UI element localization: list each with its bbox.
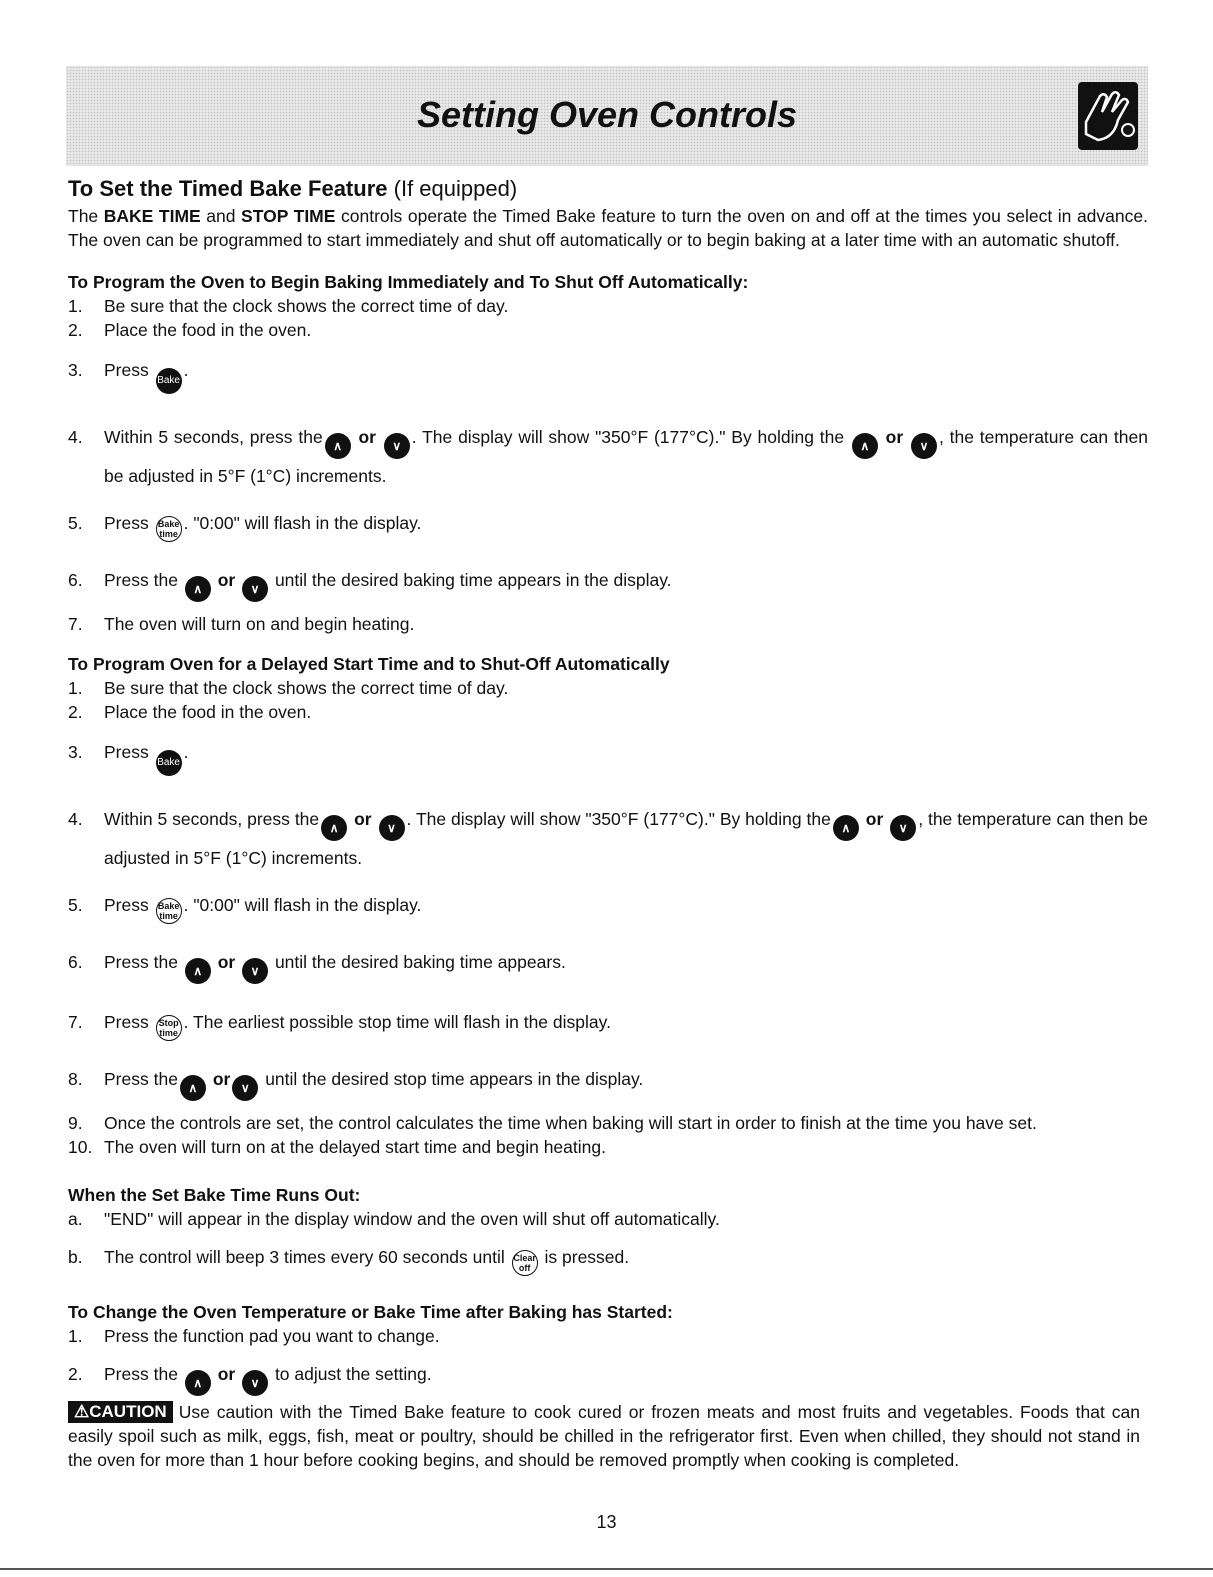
list-item [68, 612, 1148, 636]
up-arrow-icon: ∧ [185, 576, 211, 602]
or-text: or [217, 570, 236, 590]
list-item [68, 1324, 1148, 1348]
step-text: . [183, 742, 189, 762]
step-text: . The display will show "350°F (177°C)." By holding the [406, 809, 831, 829]
list-item [68, 318, 1148, 342]
or-text: or [865, 809, 884, 829]
up-arrow-icon: ∧ [852, 433, 878, 459]
divider [0, 1568, 1213, 1570]
step-number: 3. [68, 742, 83, 762]
step-number: 4. [68, 427, 83, 447]
up-arrow-icon: ∧ [185, 1370, 211, 1396]
step-text: . "0:00" will flash in the display. [183, 513, 422, 533]
up-arrow-icon: ∧ [321, 815, 347, 841]
step-text: Press the [104, 1069, 178, 1089]
step-text: Press [104, 1012, 149, 1032]
step-number: 7. [68, 1012, 83, 1032]
step-text: Press the [104, 570, 178, 590]
list-item [68, 511, 1148, 542]
intro-paragraph [68, 204, 1148, 252]
or-text: or [885, 427, 904, 447]
list-item [68, 568, 1148, 602]
step-number: 1. [68, 1326, 83, 1346]
step-text: Be sure that the clock shows the correct time of day. [104, 678, 509, 698]
step-text: is pressed. [544, 1247, 630, 1267]
list-item [68, 420, 1148, 493]
step-text: Within 5 seconds, press the [104, 427, 323, 447]
section2-heading: To Program Oven for a Delayed Start Time and to Shut-Off Automatically [68, 654, 670, 674]
up-arrow-icon: ∧ [180, 1075, 206, 1101]
clear-off-button-icon: Clear off [512, 1250, 538, 1276]
down-arrow-icon: ∨ [242, 958, 268, 984]
step-text: Press [104, 895, 149, 915]
intro-text: The [68, 206, 104, 226]
up-arrow-icon: ∧ [833, 815, 859, 841]
step-text: The oven will turn on at the delayed start time and begin heating. [104, 1137, 606, 1157]
list-item [68, 294, 1148, 318]
step-text: until the desired stop time appears in the display. [265, 1069, 644, 1089]
list-item [68, 802, 1148, 875]
step-number: 1. [68, 678, 83, 698]
step-number: a. [68, 1209, 83, 1229]
step-text: Press the [104, 1364, 178, 1384]
step-number: 3. [68, 360, 83, 380]
step-number: 2. [68, 320, 83, 340]
hand-pressing-icon [1078, 82, 1138, 150]
or-text: or [354, 809, 372, 829]
step-text: Be sure that the clock shows the correct time of day. [104, 296, 509, 316]
section4-heading: To Change the Oven Temperature or Bake Time after Baking has Started: [68, 1302, 673, 1322]
list-item [68, 1245, 1148, 1276]
step-text: Press the function pad you want to change. [104, 1326, 440, 1346]
caution-notice [68, 1400, 1140, 1472]
step-text: . [183, 360, 189, 380]
down-arrow-icon: ∨ [242, 576, 268, 602]
step-text: The control will beep 3 times every 60 seconds until [104, 1247, 505, 1267]
or-text: or [358, 427, 376, 447]
step-text: until the desired baking time appears. [274, 952, 566, 972]
list-item [68, 1207, 1148, 1231]
section1-heading: To Program the Oven to Begin Baking Immediately and To Shut Off Automatically: [68, 272, 749, 292]
list-item [68, 1111, 1148, 1135]
step-text: Place the food in the oven. [104, 702, 312, 722]
step-text: . The display will show "350°F (177°C)." By holding the [411, 427, 845, 447]
or-text: or [217, 952, 236, 972]
main-heading-paren: (If equipped) [393, 176, 518, 201]
caution-badge [68, 1401, 173, 1423]
step-number: 10. [68, 1137, 93, 1157]
intro-bake-time: BAKE TIME [103, 206, 201, 226]
down-arrow-icon: ∨ [242, 1370, 268, 1396]
section3-heading: When the Set Bake Time Runs Out: [68, 1185, 361, 1205]
bake-time-button-icon: Bake time [156, 898, 182, 924]
step-text: Within 5 seconds, press the [104, 809, 320, 829]
bake-button-icon: Bake [156, 750, 182, 776]
list-item [68, 950, 1148, 984]
list-item [68, 1010, 1148, 1041]
step-number: 5. [68, 895, 83, 915]
down-arrow-icon: ∨ [232, 1075, 258, 1101]
list-item [68, 1067, 1148, 1101]
warning-triangle-icon: ⚠ [74, 1402, 90, 1421]
intro-stop-time: STOP TIME [241, 206, 336, 226]
step-number: 1. [68, 296, 83, 316]
list-item [68, 676, 1148, 700]
step-number: 5. [68, 513, 83, 533]
content [68, 174, 1148, 1396]
list-item [68, 893, 1148, 924]
step-text: "END" will appear in the display window and the oven will shut off automatically. [104, 1209, 720, 1229]
step-number: 7. [68, 614, 83, 634]
step-text: Once the controls are set, the control calculates the time when baking will start in order to finish at the time you have set. [104, 1113, 1037, 1133]
down-arrow-icon: ∨ [911, 433, 937, 459]
step-text: Press [104, 742, 149, 762]
main-heading [68, 174, 1148, 204]
or-text: or [212, 1069, 231, 1089]
header-banner [66, 66, 1148, 166]
step-number: 8. [68, 1069, 83, 1089]
main-heading-text: To Set the Timed Bake Feature [68, 176, 388, 201]
bake-time-button-icon: Bake time [156, 516, 182, 542]
step-number: 2. [68, 702, 83, 722]
step-text: Press [104, 360, 149, 380]
caution-label: CAUTION [89, 1402, 167, 1421]
step-text: . The earliest possible stop time will flash in the display. [183, 1012, 611, 1032]
step-text: Press the [104, 952, 178, 972]
down-arrow-icon: ∨ [379, 815, 405, 841]
step-text: . "0:00" will flash in the display. [183, 895, 422, 915]
step-text: , the temperature can then be adjusted in 5°F (1°C) increments. [104, 809, 1149, 868]
list-item [68, 700, 1148, 724]
step-text: The oven will turn on and begin heating. [104, 614, 415, 634]
intro-text: controls operate the Timed Bake feature to turn the oven on and off at the times you select in advance. The oven can be programmed to start immediately and shut off automatically or to begin baking at a later time with an automatic shutoff. [68, 206, 1148, 250]
step-number: 2. [68, 1364, 83, 1384]
step-text: until the desired baking time appears in the display. [274, 570, 672, 590]
step-text: to adjust the setting. [274, 1364, 432, 1384]
list-item [68, 1135, 1148, 1159]
up-arrow-icon: ∧ [325, 433, 351, 459]
step-number: 6. [68, 952, 83, 972]
list-item [68, 358, 1148, 394]
list-item [68, 1362, 1148, 1396]
page-title: Setting Oven Controls [416, 94, 798, 135]
stop-time-button-icon: Stop time [156, 1015, 182, 1041]
step-text: Place the food in the oven. [104, 320, 312, 340]
down-arrow-icon: ∨ [890, 815, 916, 841]
step-number: 9. [68, 1113, 83, 1133]
down-arrow-icon: ∨ [384, 433, 410, 459]
step-number: 4. [68, 809, 83, 829]
intro-text: and [200, 206, 242, 226]
step-text: , the temperature can then be adjusted in 5°F (1°C) increments. [104, 427, 1148, 486]
list-item [68, 740, 1148, 776]
caution-text: Use caution with the Timed Bake feature to cook cured or frozen meats and most fruits and vegetables. Foods that can easily spoil such as milk, eggs, fish, meat or poultry, should be chilled in the refrigerator first. Even when chilled, they should not stand in the oven for more than 1 hour before cooking begins, and should be removed promptly when cooking is completed. [68, 1402, 1140, 1470]
page-number: 13 [596, 1512, 617, 1532]
bake-button-icon: Bake [156, 368, 182, 394]
step-number: 6. [68, 570, 83, 590]
step-text: Press [104, 513, 149, 533]
or-text: or [217, 1364, 236, 1384]
step-number: b. [68, 1247, 83, 1267]
up-arrow-icon: ∧ [185, 958, 211, 984]
